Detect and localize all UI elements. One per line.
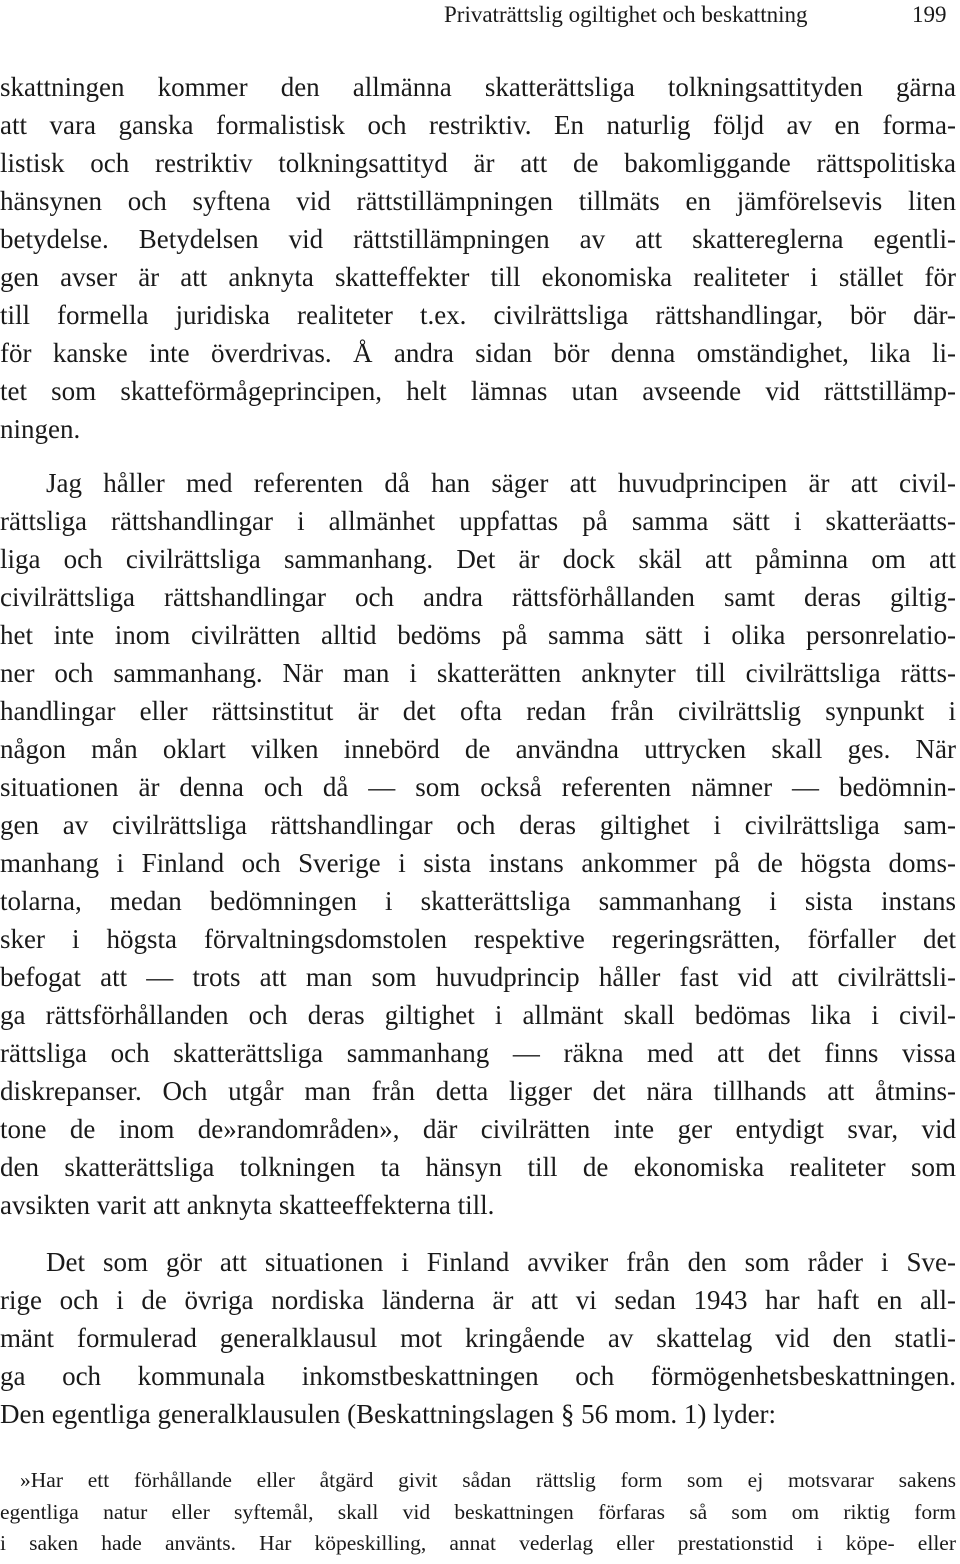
text-line: den skatterättsliga tolkningen ta hänsyn till de ekonomiska realiteter som <box>0 1152 956 1182</box>
text-line: ningen. <box>0 414 81 444</box>
paragraph-1 <box>0 68 956 448</box>
text-line: ga och kommunala inkomstbeskattningen och förmögenhetsbeskattningen. <box>0 1361 956 1391</box>
block-quote <box>0 1465 956 1560</box>
text-line: Jag håller med referenten då han säger att huvudprincipen är att civil- <box>46 468 956 498</box>
text-line: Det som gör att situationen i Finland avviker från den som råder i Sve- <box>46 1247 956 1277</box>
paragraph-3 <box>0 1243 956 1433</box>
text-line: manhang i Finland och Sverige i sista instans ankommer på de högsta doms- <box>0 848 956 878</box>
text-line: hänsynen och syftena vid rättstillämpningen tillmäts en jämförelsevis liten <box>0 186 956 216</box>
page-number: 199 <box>912 2 947 27</box>
text-line: liga och civilrättsliga sammanhang. Det är dock skäl att påminna om att <box>0 544 956 574</box>
text-line: Den egentliga generalklausulen (Beskattningslagen § 56 mom. 1) lyder: <box>0 1399 777 1429</box>
text-line: gen av civilrättsliga rättshandlingar och deras giltighet i civilrättsliga sam- <box>0 810 956 840</box>
text-line: att vara ganska formalistisk och restriktiv. En naturlig följd av en forma- <box>0 110 956 140</box>
text-line: skattningen kommer den allmänna skatterättsliga tolkningsattityden gärna <box>0 72 956 102</box>
text-line: till formella juridiska realiteter t.ex. civilrättsliga rättshandlingar, bör där- <box>0 300 956 330</box>
text-line: diskrepanser. Och utgår man från detta ligger det nära tillhands att åtmins- <box>0 1076 956 1106</box>
text-line: het inte inom civilrätten alltid bedöms på samma sätt i olika personrelatio- <box>0 620 956 650</box>
running-title: Privaträttslig ogiltighet och beskattning <box>444 2 808 27</box>
text-line: listisk och restriktiv tolkningsattityd är att de bakomliggande rättspolitiska <box>0 148 956 178</box>
text-line: betydelse. Betydelsen vid rättstillämpningen av att skattereglerna egentli- <box>0 224 956 254</box>
text-line: avsikten varit att anknyta skatteeffekterna till. <box>0 1190 495 1220</box>
quote-line: »Har ett förhållande eller åtgärd givit sådan rättslig form som ej motsvarar sakens <box>20 1468 956 1492</box>
text-line: för kanske inte överdrivas. Å andra sidan bör denna omständighet, lika li- <box>0 338 956 368</box>
text-line: sker i högsta förvaltningsdomstolen respektive regeringsrätten, förfaller det <box>0 924 956 954</box>
text-line: någon mån oklart vilken innebörd de användna uttrycken skall ges. När <box>0 734 956 764</box>
text-line: tone de inom de»randområden», där civilrätten inte ger entydigt svar, vid <box>0 1114 956 1144</box>
text-line: tolarna, medan bedömningen i skatterättsliga sammanhang i sista instans <box>0 886 956 916</box>
text-line: mänt formulerad generalklausul mot kringående av skattelag vid den statli- <box>0 1323 956 1353</box>
text-line: ner och sammanhang. När man i skatterätten anknyter till civilrättsliga rätts- <box>0 658 956 688</box>
text-line: gen avser är att anknyta skatteffekter till ekonomiska realiteter i stället för <box>0 262 956 292</box>
text-line: civilrättsliga rättshandlingar och andra rättsförhållanden samt deras giltig- <box>0 582 956 612</box>
text-line: rige och i de övriga nordiska länderna är att vi sedan 1943 har haft en all- <box>0 1285 956 1315</box>
quote-line: egentliga natur eller syftemål, skall vid beskattningen förfaras så som om riktig form <box>0 1499 956 1524</box>
text-line: ga rättsförhållanden och deras giltighet i allmänt skall bedömas lika i civil- <box>0 1000 956 1030</box>
text-line: tet som skatteförmågeprincipen, helt lämnas utan avseende vid rättstillämp- <box>0 376 956 406</box>
text-line: handlingar eller rättsinstitut är det ofta redan från civilrättslig synpunkt i <box>0 696 956 726</box>
text-line: rättsliga rättshandlingar i allmänhet uppfattas på samma sätt i skatteräatts- <box>0 506 956 536</box>
text-line: befogat att — trots att man som huvudprincip håller fast vid att civilrättsli- <box>0 962 956 992</box>
text-line: rättsliga och skatterättsliga sammanhang — räkna med att det finns vissa <box>0 1038 956 1068</box>
running-head <box>0 0 960 30</box>
quote-line: i saken hade använts. Har köpeskilling, annat vederlag eller prestationstid i köpe- eller <box>0 1531 956 1555</box>
text-line: situationen är denna och då — som också referenten nämner — bedömnin- <box>0 772 956 802</box>
paragraph-2 <box>0 464 956 1224</box>
